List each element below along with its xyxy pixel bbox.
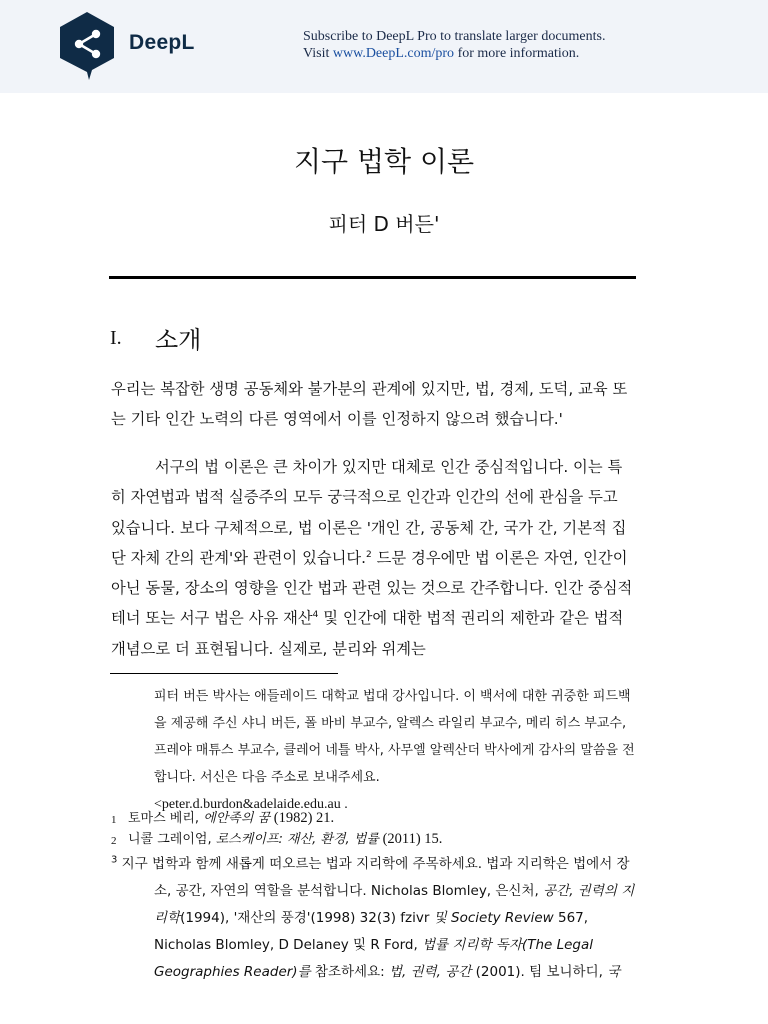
footnote-3: [111, 851, 635, 986]
fn3-italic-2: 및 Society Review: [433, 910, 554, 926]
fn1-year: (1982) 21.: [270, 810, 335, 826]
fn2-work: 로스케이프: 재산, 환경, 법률: [215, 832, 379, 847]
footnote-ref-4[interactable]: 4: [312, 610, 319, 621]
author-email[interactable]: <peter.d.burdon&adelaide.edu.au .: [154, 797, 348, 812]
fn3-part-b: (1994), '재산의 풍경'(1998) 32(3) fzivr: [180, 910, 434, 926]
fn3-italic-4: 법, 권력, 공간: [388, 964, 472, 980]
footnote-ref-2[interactable]: 2: [366, 549, 372, 560]
paragraph-2: [111, 452, 635, 664]
fn1-work: 에안족의 꿈: [203, 811, 271, 826]
paragraph-1: 우리는 복잡한 생명 공동체와 불가분의 관계에 있지만, 법, 경제, 도덕, 교육 또는 기타 인간 노력의 다른 영역에서 이를 인정하지 않으려 했습니다.': [111, 380, 628, 429]
document-title: 지구 법학 이론: [293, 145, 475, 178]
promo-link[interactable]: www.DeepL.com/pro: [332, 46, 455, 61]
fn3-part-d: 참조하세요:: [310, 964, 389, 980]
fn2-year: (2011) 15.: [378, 831, 443, 847]
footnote-author: [154, 683, 635, 818]
fn2-author: 니콜 그레이엄,: [128, 832, 216, 847]
fn3-part-e: (2001). 팀 보니하디,: [471, 964, 608, 980]
author-note: 피터 버든 박사는 애들레이드 대학교 법대 강사입니다. 이 백서에 대한 귀중한 피드백을 제공해 주신 샤니 버든, 폴 바비 부교수, 알렉스 라일리 부교수, 메리 히스 부교수, 프레야 매튜스 부교수, 클레어 네틀 박사, 사무엘 알렉산더 박사에게 감사의 말씀을 전합니다. 서신은 다음 주소로 보내주세요.: [154, 689, 635, 785]
fn3-part-c: 567, Nicholas Blomley, D Delaney 및 R Ford,: [154, 910, 589, 953]
footnote-1-mark: 1: [111, 814, 117, 826]
promo-more: for more information.: [454, 46, 580, 61]
deepl-logo[interactable]: [56, 10, 206, 82]
paragraph-2-text-c: 및 인간에 대한 법적 권리의 제한과 같은 법적 개념으로 더 표현됩니다. 실제로, 분리와 위계는: [111, 609, 624, 658]
promo-visit: Visit: [303, 46, 333, 61]
paragraph-2-text-a: 서구의 법 이론은 큰 차이가 있지만 대체로 인간 중심적입니다. 이는 특히 자연법과 법적 실증주의 모두 궁극적으로 인간과 인간의 선에 관심을 두고 있습니다. 보다 구체적으로, 법 이론은 '개인 간, 공동체 간, 국가 간, 기본적 집단 자체 간의 관계'와 관련이 있습니다.: [111, 458, 627, 567]
promo-line-2: [303, 45, 605, 62]
fn3-italic-1: 공간, 권력의 지리학: [154, 883, 635, 926]
promo-line-1: Subscribe to DeepL Pro to translate larger documents.: [303, 29, 606, 44]
footnote-3-mark: 3: [111, 854, 118, 866]
footnote-3-text: [111, 851, 635, 986]
document-author: 피터 D 버든': [328, 212, 440, 236]
fn3-italic-5: 국: [607, 964, 621, 980]
promo-text: [303, 28, 605, 62]
deepl-banner: [0, 0, 768, 93]
footnote-2-text: [128, 826, 442, 853]
section-number: I.: [110, 327, 122, 349]
logo-wordmark: DeepL: [129, 31, 195, 54]
section-title: 소개: [155, 326, 202, 354]
title-divider: [109, 276, 636, 279]
footnote-divider: [110, 673, 338, 674]
deepl-logo-icon: [56, 10, 118, 82]
footnote-2-mark: 2: [111, 835, 117, 847]
paragraph-2-text-b: 드문 경우에만 법 이론은 자연, 인간이 아닌 동물, 장소의 영향을 인간 법과 관련 있는 것으로 간주합니다. 인간 중심적 테너 또는 서구 법은 사유 재산: [111, 548, 633, 628]
fn1-author: 토마스 베리,: [128, 811, 204, 826]
fn3-italic-3: 법률 지리학 독자(The Legal Geographies Reader)를: [154, 937, 594, 980]
fn3-part-a: 지구 법학과 함께 새롭게 떠오르는 법과 지리학에 주목하세요. 법과 지리학은 법에서 장소, 공간, 자연의 역할을 분석합니다. Nicholas Blomley, 은신처,: [117, 856, 630, 899]
